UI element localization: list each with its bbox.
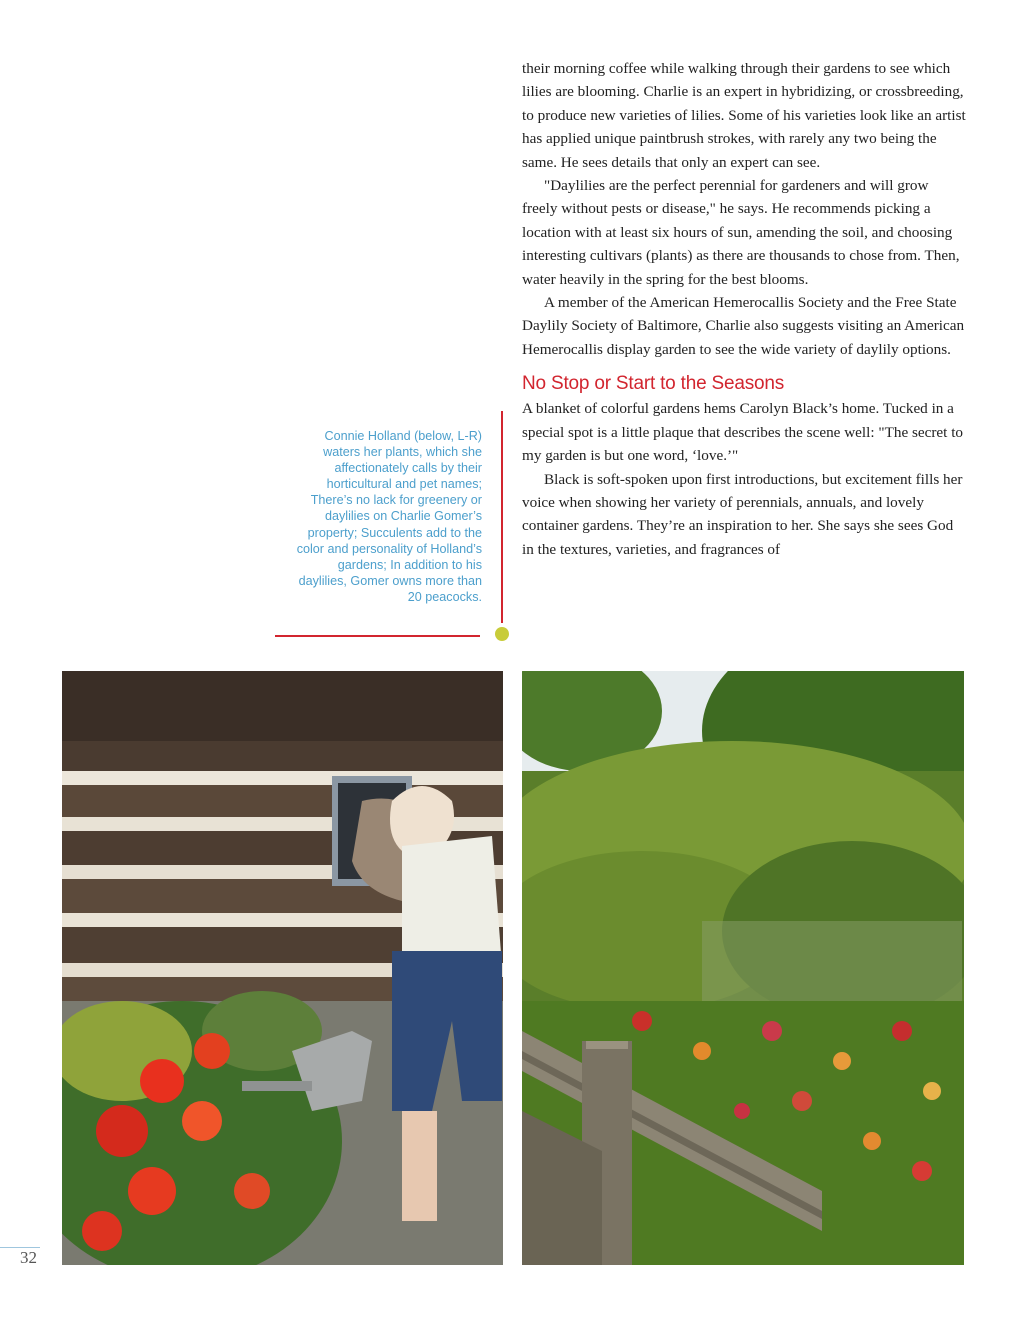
decorative-dot bbox=[495, 627, 509, 641]
photo-woman-watering-lilies bbox=[62, 671, 503, 1265]
page-number: 32 bbox=[20, 1248, 37, 1267]
paragraph: Black is soft-spoken upon first introductions, but excitement fills her voice when showing her variety of perennials, annuals, and lovely container gardens. They’re an inspiration to her. She says she sees God in the textures, varieties, and fragrances of bbox=[522, 470, 963, 558]
photo-daylily-garden-fence bbox=[522, 671, 964, 1265]
vertical-divider bbox=[501, 411, 503, 623]
section-heading: No Stop or Start to the Seasons bbox=[522, 373, 785, 395]
photo-caption: Connie Holland (below, L-R) waters her plants, which she affectionately calls by their horticultural and pet names; There’s no lack for greenery or daylilies on Charlie Gomer’s property; Succulents add to the color and personality of Holland’s gardens; In addition to his daylilies, Gomer owns more than 20 peacocks. bbox=[296, 429, 482, 604]
article-body bbox=[522, 57, 967, 561]
paragraph: A blanket of colorful gardens hems Carolyn Black’s home. Tucked in a special spot is a little plaque that describes the scene well: "The secret to my garden is but one word, ‘love.’" bbox=[522, 400, 964, 465]
paragraph: their morning coffee while walking through their gardens to see which lilies are blooming. Charlie is an expert in hybridizing, or crossbreeding, to produce new varieties of lilies. Some of his varieties look like an artist has applied unique paintbrush strokes, with rarely any two being the same. He sees details that only an expert can see. bbox=[522, 60, 966, 171]
caption-underline bbox=[275, 635, 480, 637]
paragraph: A member of the American Hemerocallis Society and the Free State Daylily Society of Baltimore, Charlie also suggests visiting an American Hemerocallis display garden to see the wide variety of daylily options. bbox=[522, 294, 965, 358]
paragraph: "Daylilies are the perfect perennial for gardeners and will grow freely without pests or disease," he says. He recommends picking a location with at least six hours of sun, amending the soil, and choosing interesting cultivars (plants) as there are thousands to chose from. Then, water heavily in the spring for the best blooms. bbox=[522, 177, 960, 288]
